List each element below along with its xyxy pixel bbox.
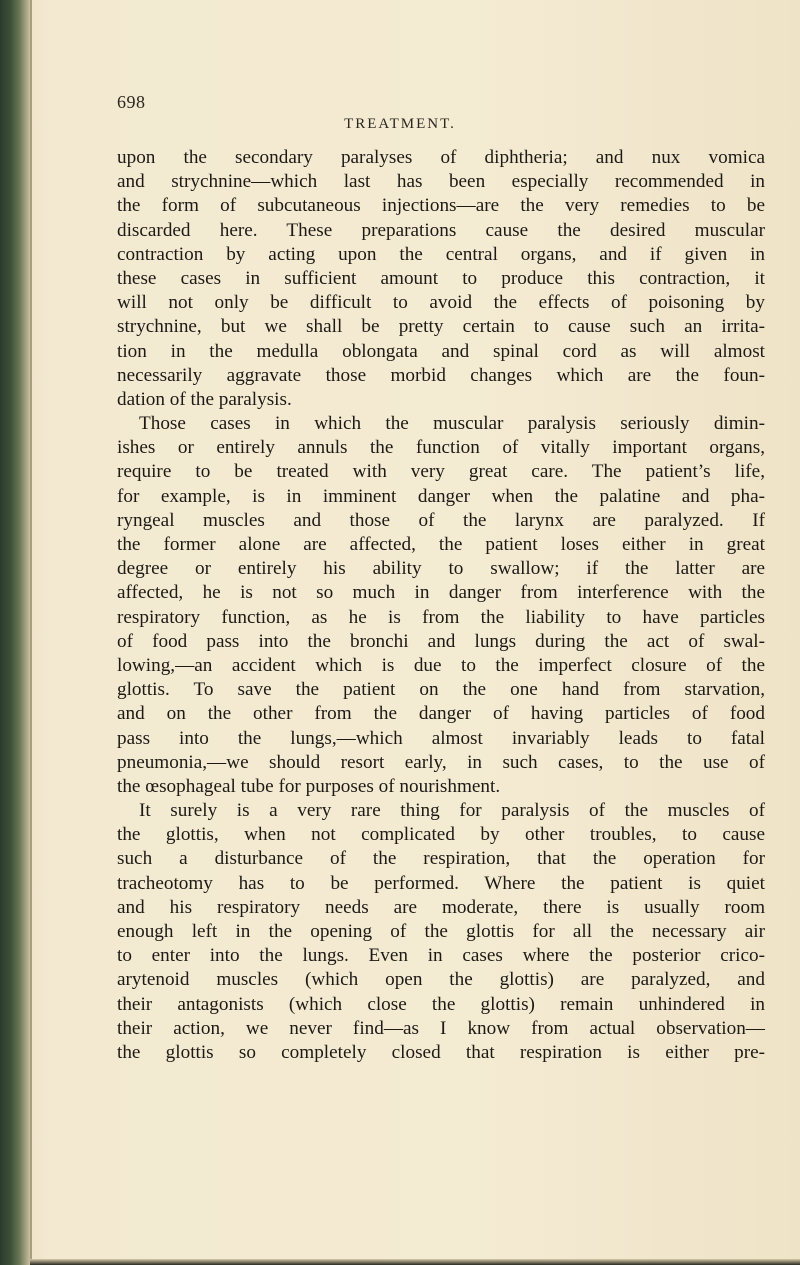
text-line: ryngeal muscles and those of the larynx are paralyzed. If — [117, 509, 765, 531]
text-line: the form of subcutaneous injections—are the very remedies to be — [117, 195, 765, 217]
text-line: the œsophageal tube for purposes of nourishment. — [117, 775, 501, 797]
text-line: contraction by acting upon the central organs, and if given in — [117, 243, 765, 265]
text-line: discarded here. These preparations cause the desired muscular — [117, 219, 765, 241]
text-line: arytenoid muscles (which open the glottis) are paralyzed, and — [117, 969, 765, 991]
text-line: to enter into the lungs. Even in cases where the posterior crico- — [117, 945, 765, 967]
text-line: affected, he is not so much in danger from interference with the — [117, 582, 765, 604]
text-line: pass into the lungs,—which almost invariably leads to fatal — [117, 727, 765, 749]
text-line: the former alone are affected, the patient loses either in great — [117, 534, 765, 555]
text-line: and his respiratory needs are moderate, there is usually room — [117, 896, 765, 918]
text-line: their antagonists (which close the glottis) remain unhindered in — [117, 993, 765, 1015]
text-line: pneumonia,—we should resort early, in such cases, to the use of — [117, 751, 765, 773]
book-binding-edge — [0, 0, 30, 1265]
text-line: tion in the medulla oblongata and spinal cord as will almost — [117, 340, 765, 362]
text-line: necessarily aggravate those morbid changes which are the foun- — [117, 364, 765, 386]
text-line: the glottis so completely closed that respiration is either pre- — [117, 1041, 765, 1063]
text-line: and on the other from the danger of having particles of food — [117, 703, 765, 725]
text-line: degree or entirely his ability to swallow; if the latter are — [117, 558, 765, 580]
text-line: dation of the paralysis. — [117, 388, 292, 410]
text-line: these cases in sufficient amount to produce this contraction, it — [117, 267, 765, 289]
text-line: and strychnine—which last has been especially recommended in — [117, 171, 765, 193]
text-line: will not only be difficult to avoid the effects of poisoning by — [117, 292, 765, 314]
text-line: such a disturbance of the respiration, that the operation for — [117, 848, 765, 870]
text-line: ishes or entirely annuls the function of vitally important organs, — [117, 437, 765, 459]
text-line: It surely is a very rare thing for paralysis of the muscles of — [139, 800, 765, 822]
page-number: 698 — [117, 92, 146, 112]
text-line: of food pass into the bronchi and lungs during the act of swal- — [117, 630, 765, 652]
body-text — [117, 146, 765, 1065]
running-head: TREATMENT. — [344, 116, 456, 132]
text-line: lowing,—an accident which is due to the imperfect closure of the — [117, 654, 765, 676]
gutter-line — [30, 0, 32, 1265]
text-line: enough left in the opening of the glottis for all the necessary air — [117, 921, 765, 942]
text-line: tracheotomy has to be performed. Where the patient is quiet — [117, 872, 765, 894]
text-line: require to be treated with very great care. The patient’s life, — [117, 461, 765, 483]
page-bottom-edge — [30, 1259, 800, 1265]
text-line: Those cases in which the muscular paralysis seriously dimin- — [139, 413, 765, 435]
text-line: respiratory function, as he is from the liability to have particles — [117, 606, 765, 628]
text-line: for example, is in imminent danger when the palatine and pha- — [117, 485, 765, 507]
text-line: their action, we never find—as I know from actual observation— — [117, 1017, 765, 1039]
text-line: strychnine, but we shall be pretty certain to cause such an irrita- — [117, 316, 765, 338]
text-line: upon the secondary paralyses of diphtheria; and nux vomica — [117, 147, 765, 168]
text-line: glottis. To save the patient on the one hand from starvation, — [117, 679, 765, 701]
text-line: the glottis, when not complicated by other troubles, to cause — [117, 824, 765, 846]
